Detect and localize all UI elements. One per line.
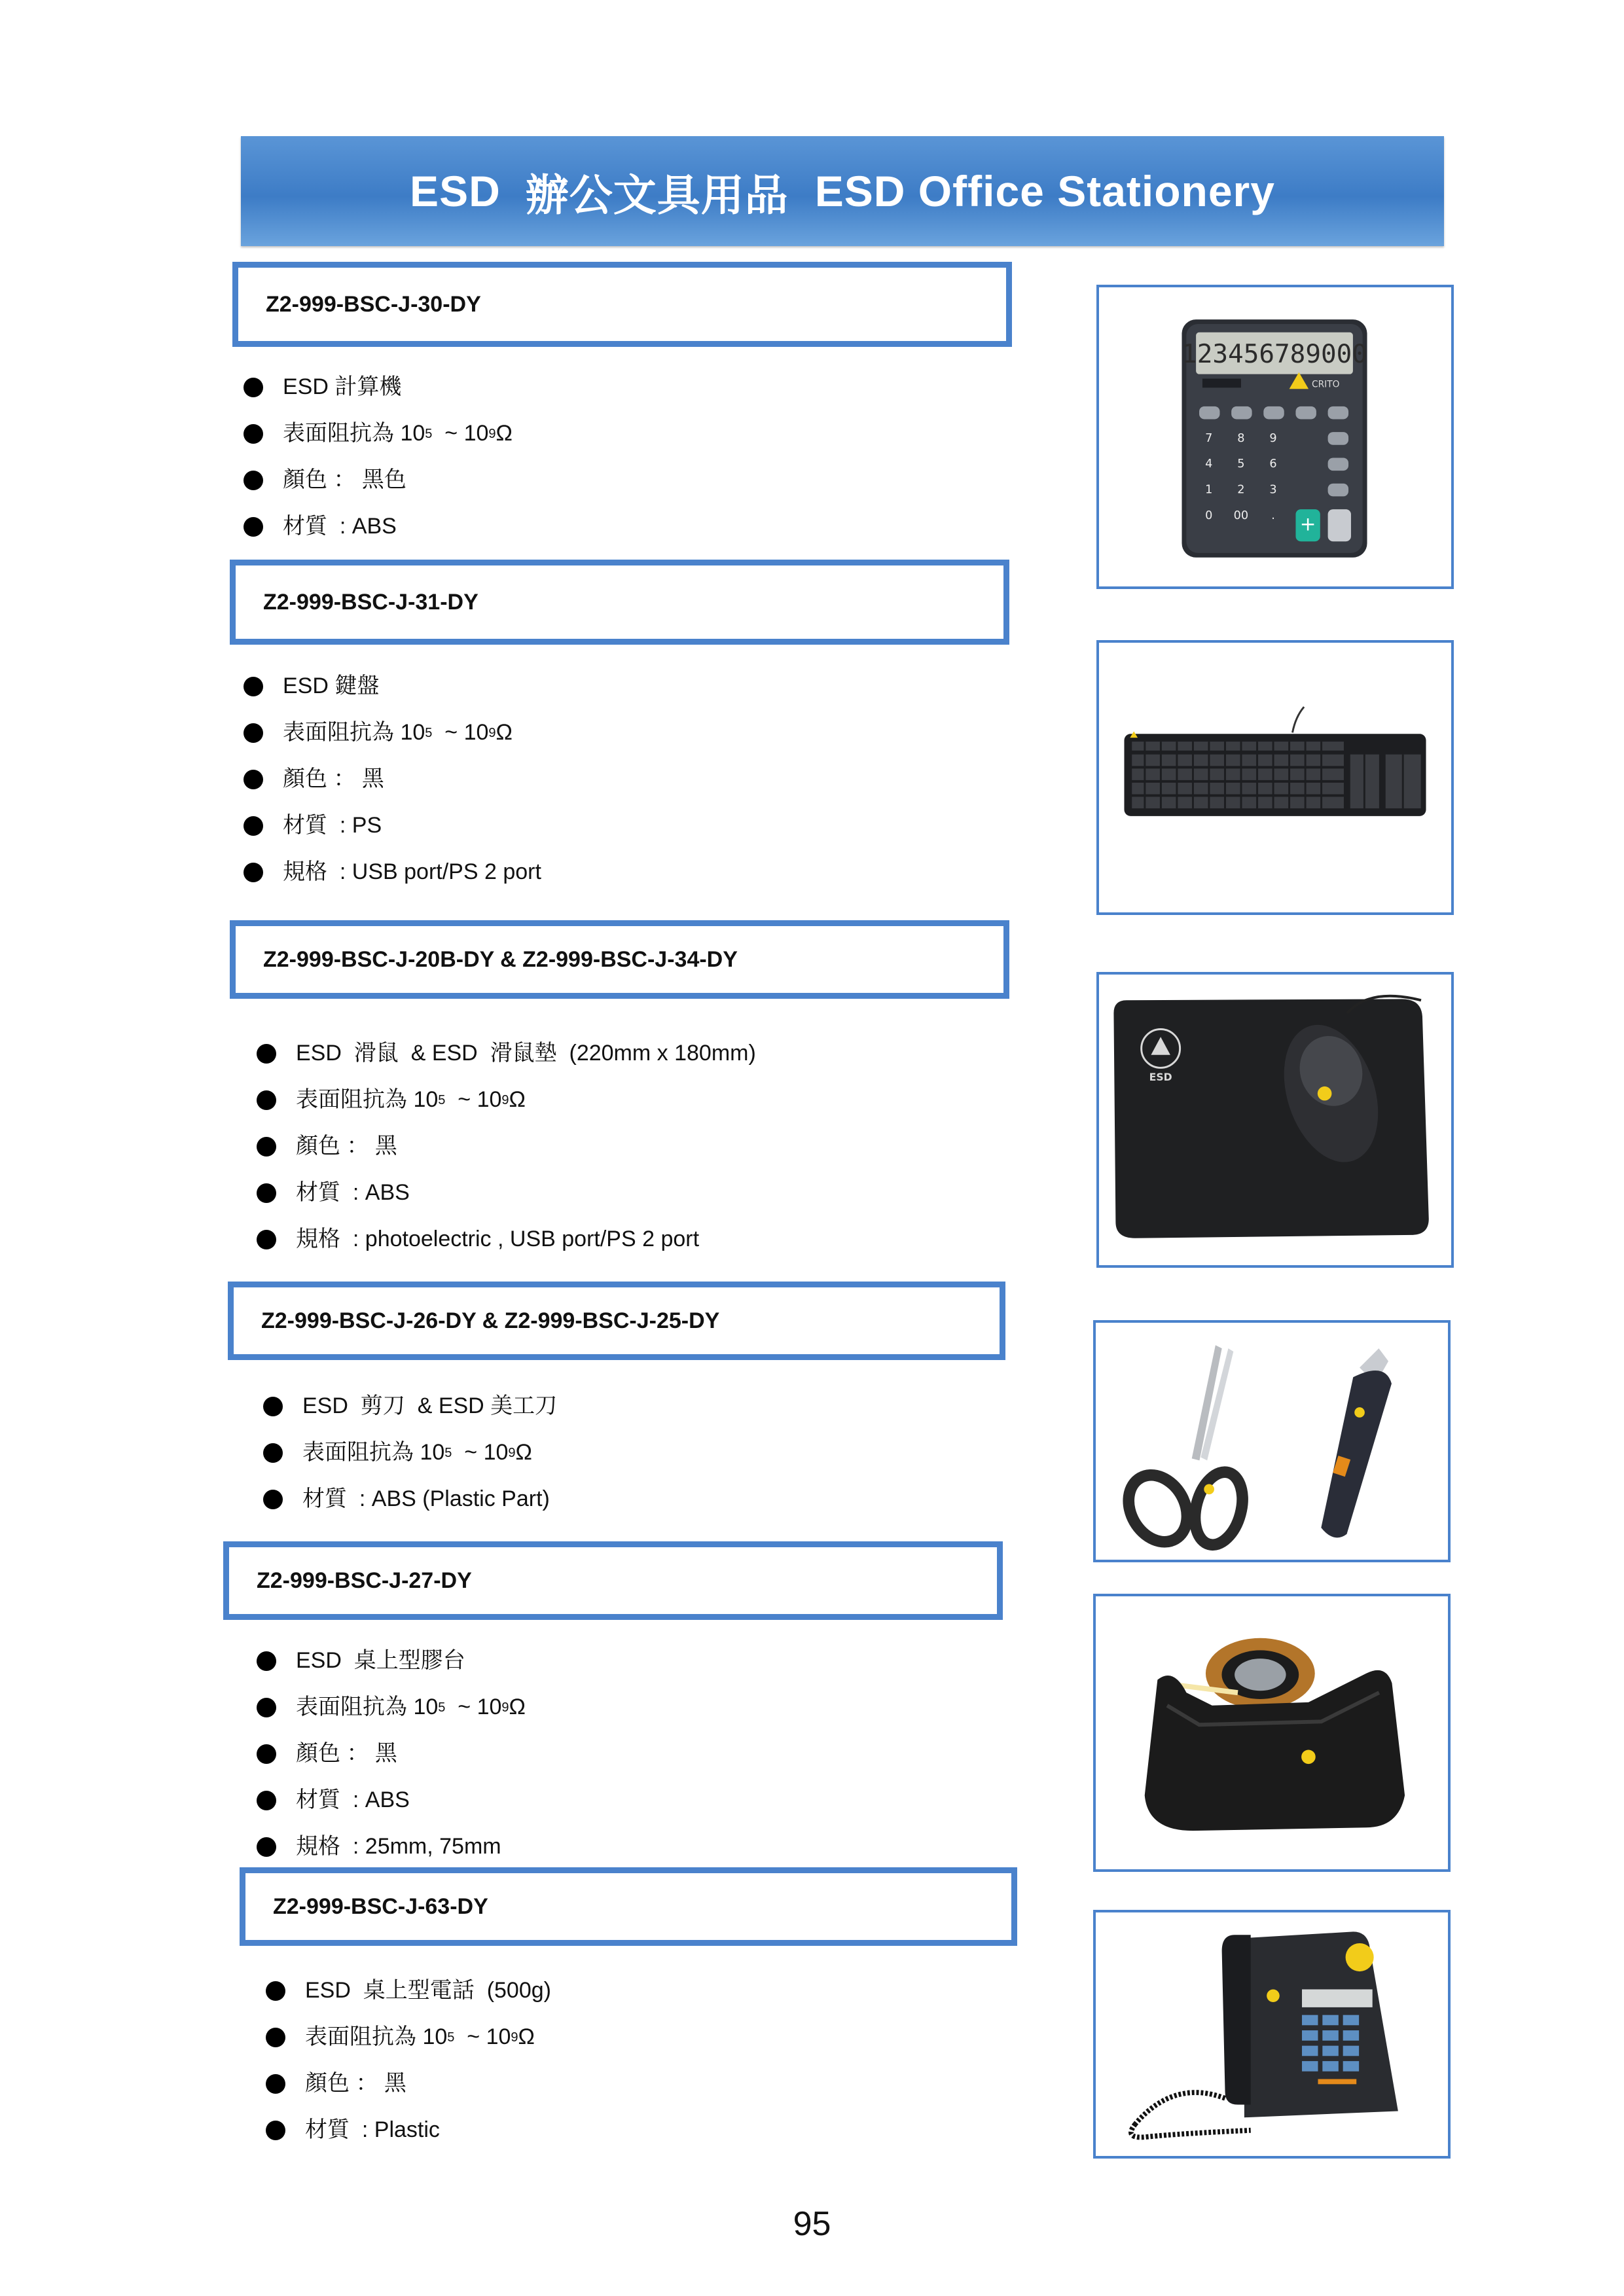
svg-text:1: 1	[1205, 483, 1213, 497]
title-english: ESD Office Stationery	[814, 167, 1275, 215]
spec-item: 表面阻抗為 10 5 ~ 10 9 Ω	[257, 1684, 526, 1731]
product-code: Z2-999-BSC-J-63-DY	[273, 1893, 488, 1919]
product-code-box	[240, 1867, 1017, 1946]
bullet-icon	[257, 1230, 276, 1249]
svg-text:3: 3	[1269, 483, 1277, 497]
spec-item: 材質 : Plastic	[266, 2107, 551, 2153]
bullet-icon	[257, 1044, 276, 1064]
product-code-box	[230, 560, 1009, 645]
spec-item: 規格 : USB port/PS 2 port	[244, 849, 541, 895]
product-code: Z2-999-BSC-J-30-DY	[266, 291, 481, 317]
spec-item: ESD 桌上型電話 (500g)	[266, 1967, 551, 2014]
spec-item: 材質 : ABS	[257, 1777, 526, 1823]
bullet-icon	[257, 1791, 276, 1810]
bullet-icon	[257, 1183, 276, 1203]
spec-item: 表面阻抗為 10 5 ~ 10 9 Ω	[263, 1429, 557, 1476]
bullet-icon	[244, 517, 263, 537]
mousepad-label: ESD	[1149, 1071, 1172, 1084]
svg-text:.: .	[1271, 509, 1275, 522]
spec-list	[244, 663, 541, 895]
spec-item: 材質 : ABS (Plastic Part)	[263, 1476, 557, 1522]
bullet-icon	[263, 1443, 283, 1463]
bullet-icon	[257, 1137, 276, 1157]
product-code-box	[230, 920, 1009, 999]
bullet-icon	[266, 1981, 285, 2001]
spec-item: 材質 : ABS	[244, 503, 513, 550]
page-title-banner	[241, 136, 1444, 246]
spec-item: 表面阻抗為 10 5 ~ 10 9 Ω	[266, 2014, 551, 2060]
svg-text:8: 8	[1237, 431, 1245, 445]
spec-item: ESD 滑鼠 & ESD 滑鼠墊 (220mm x 180mm)	[257, 1030, 756, 1077]
spec-item: 顏色 ： 黑色	[244, 457, 513, 503]
title-esd: ESD	[410, 167, 501, 215]
bullet-icon	[257, 1698, 276, 1717]
bullet-icon	[257, 1837, 276, 1857]
page-number: 95	[793, 2205, 831, 2243]
spec-item: ESD 計算機	[244, 364, 513, 410]
product-code-box	[228, 1282, 1005, 1360]
tape-dispenser-image	[1093, 1594, 1451, 1872]
title-chinese: 辦公文具用品	[525, 170, 789, 221]
spec-list	[257, 1638, 526, 1870]
svg-text:6: 6	[1269, 457, 1277, 471]
bullet-icon	[257, 1744, 276, 1764]
product-code: Z2-999-BSC-J-27-DY	[257, 1568, 472, 1593]
bullet-icon	[244, 424, 263, 444]
spec-item: ESD 剪刀 & ESD 美工刀	[263, 1383, 557, 1429]
svg-text:00: 00	[1233, 509, 1249, 522]
product-code-box	[232, 262, 1012, 347]
svg-text:9: 9	[1269, 431, 1277, 445]
spec-item: 顏色 ： 黑	[257, 1731, 526, 1777]
spec-item: 材質 : PS	[244, 802, 541, 849]
svg-text:0: 0	[1205, 509, 1213, 522]
svg-text:+: +	[1299, 512, 1316, 535]
mouse-and-mousepad-image	[1096, 972, 1454, 1268]
keyboard-image	[1096, 640, 1454, 915]
product-code: Z2-999-BSC-J-31-DY	[263, 589, 478, 615]
bullet-icon	[263, 1397, 283, 1416]
spec-list	[244, 364, 513, 550]
svg-text:4: 4	[1205, 457, 1213, 471]
bullet-icon	[244, 378, 263, 397]
bullet-icon	[266, 2121, 285, 2140]
svg-text:5: 5	[1237, 457, 1245, 471]
spec-list	[263, 1383, 557, 1522]
bullet-icon	[257, 1090, 276, 1110]
svg-text:7: 7	[1205, 431, 1213, 445]
bullet-icon	[266, 2028, 285, 2047]
bullet-icon	[244, 471, 263, 490]
bullet-icon	[244, 863, 263, 882]
product-code: Z2-999-BSC-J-20B-DY & Z2-999-BSC-J-34-DY	[263, 946, 738, 972]
telephone-image	[1093, 1910, 1451, 2159]
spec-item: 顏色 ： 黑	[266, 2060, 551, 2107]
spec-item: ESD 桌上型膠台	[257, 1638, 526, 1684]
spec-list	[266, 1967, 551, 2153]
spec-item: ESD 鍵盤	[244, 663, 541, 709]
spec-item: 規格 : 25mm, 75mm	[257, 1823, 526, 1870]
spec-item: 顏色 ： 黑	[257, 1123, 756, 1170]
spec-item: 表面阻抗為 10 5 ~ 10 9 Ω	[244, 709, 541, 756]
bullet-icon	[244, 770, 263, 789]
svg-text:2: 2	[1237, 483, 1245, 497]
spec-item: 材質 : ABS	[257, 1170, 756, 1216]
spec-item: 表面阻抗為 10 5 ~ 10 9 Ω	[244, 410, 513, 457]
product-code: Z2-999-BSC-J-26-DY & Z2-999-BSC-J-25-DY	[261, 1308, 720, 1333]
calculator-brand: CRITO	[1312, 379, 1340, 390]
calculator-display-text: 123456789000	[1182, 339, 1367, 369]
bullet-icon	[244, 677, 263, 696]
product-code-box	[223, 1541, 1003, 1620]
bullet-icon	[263, 1490, 283, 1509]
scissors-and-cutter-image	[1093, 1320, 1451, 1562]
bullet-icon	[257, 1651, 276, 1671]
spec-item: 顏色 ： 黑	[244, 756, 541, 802]
spec-list	[257, 1030, 756, 1263]
bullet-icon	[244, 723, 263, 743]
calculator-image	[1096, 285, 1454, 589]
spec-item: 表面阻抗為 10 5 ~ 10 9 Ω	[257, 1077, 756, 1123]
spec-item: 規格 : photoelectric , USB port/PS 2 port	[257, 1216, 756, 1263]
bullet-icon	[266, 2074, 285, 2094]
bullet-icon	[244, 816, 263, 836]
